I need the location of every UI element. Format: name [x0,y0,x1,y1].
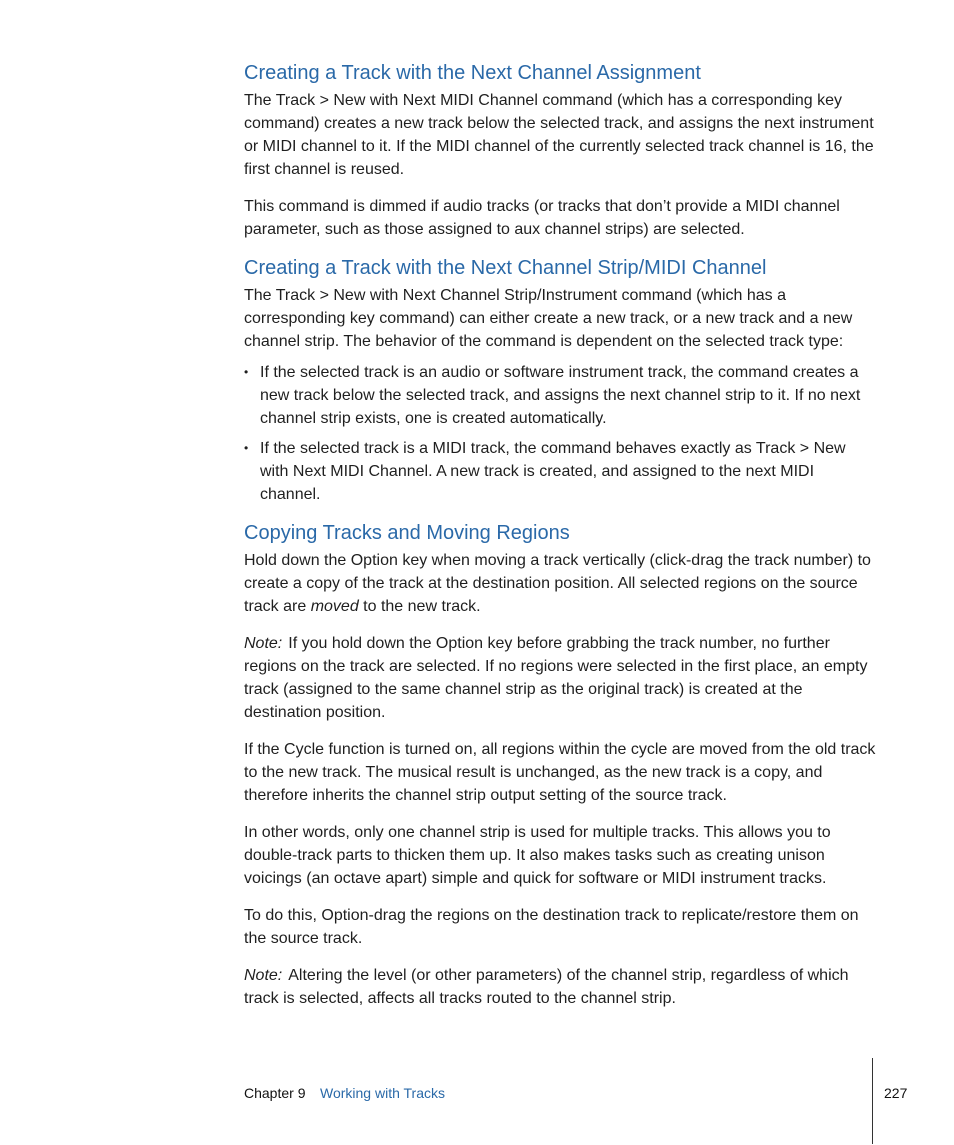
emphasis-text: moved [310,598,359,615]
bullet-mark: • [244,441,249,455]
section-heading-next-channel-strip: Creating a Track with the Next Channel Strip/MIDI Channel [244,257,767,279]
page-content [244,60,876,1024]
note-text: If you hold down the Option key before grabbing the track number, no further regions on the track are selected. If no regions were selected in the first place, an empty track (assigned to the same channel strip as the original track) is created at the destination position. [244,635,868,721]
list-item [244,437,876,506]
paragraph: The Track > New with Next MIDI Channel command (which has a corresponding key command) creates a new track below the selected track, and assigns the next instrument or MIDI channel to it. If the MIDI channel of the currently selected track channel is 16, the first channel is reused. [244,92,874,178]
footer-chapter-title: Working with Tracks [320,1085,445,1101]
note-paragraph [244,632,876,724]
footer-divider [872,1058,873,1144]
note-label: Note: [244,635,283,652]
page-number: 227 [884,1085,908,1101]
paragraph [244,549,876,618]
list-item-text: If the selected track is a MIDI track, the command behaves exactly as Track > New with Next MIDI Channel. A new track is created, and assigned to the next MIDI channel. [260,440,846,503]
note-text: Altering the level (or other parameters) of the channel strip, regardless of which track is selected, affects all tracks routed to the channel strip. [244,967,849,1007]
section-heading-next-channel-assignment: Creating a Track with the Next Channel Assignment [244,62,701,84]
paragraph: The Track > New with Next Channel Strip/Instrument command (which has a corresponding key command) can either create a new track, or a new track and a new channel strip. The behavior of the command is dependent on the selected track type: [244,287,853,350]
text-run: Hold down the Option key when moving a track vertically (click-drag the track number) to create a copy of the track at the destination position. All selected regions on the source track are [244,552,871,615]
bullet-mark: • [244,365,249,379]
paragraph: To do this, Option-drag the regions on the destination track to replicate/restore them on the source track. [244,907,859,947]
paragraph: If the Cycle function is turned on, all regions within the cycle are moved from the old track to the new track. The musical result is unchanged, as the new track is a copy, and therefore inherits the channel strip output setting of the source track. [244,741,876,804]
paragraph: In other words, only one channel strip is used for multiple tracks. This allows you to double-track parts to thicken them up. It also makes tasks such as creating unison voicings (an octave apart) simple and quick for software or MIDI instrument tracks. [244,824,831,887]
text-run: to the new track. [358,598,481,615]
note-paragraph [244,964,876,1010]
paragraph: This command is dimmed if audio tracks (or tracks that don’t provide a MIDI channel parameter, such as those assigned to aux channel strips) are selected. [244,198,840,238]
list-item-text: If the selected track is an audio or software instrument track, the command creates a new track below the selected track, and assigns the next channel strip to it. If no next channel strip exists, one is created automatically. [260,364,861,427]
section-heading-copying-tracks: Copying Tracks and Moving Regions [244,522,570,544]
page-footer [244,1085,908,1145]
note-label: Note: [244,967,283,984]
list-item [244,361,876,430]
bullet-list [244,361,876,506]
footer-chapter: Chapter 9 [244,1085,306,1101]
